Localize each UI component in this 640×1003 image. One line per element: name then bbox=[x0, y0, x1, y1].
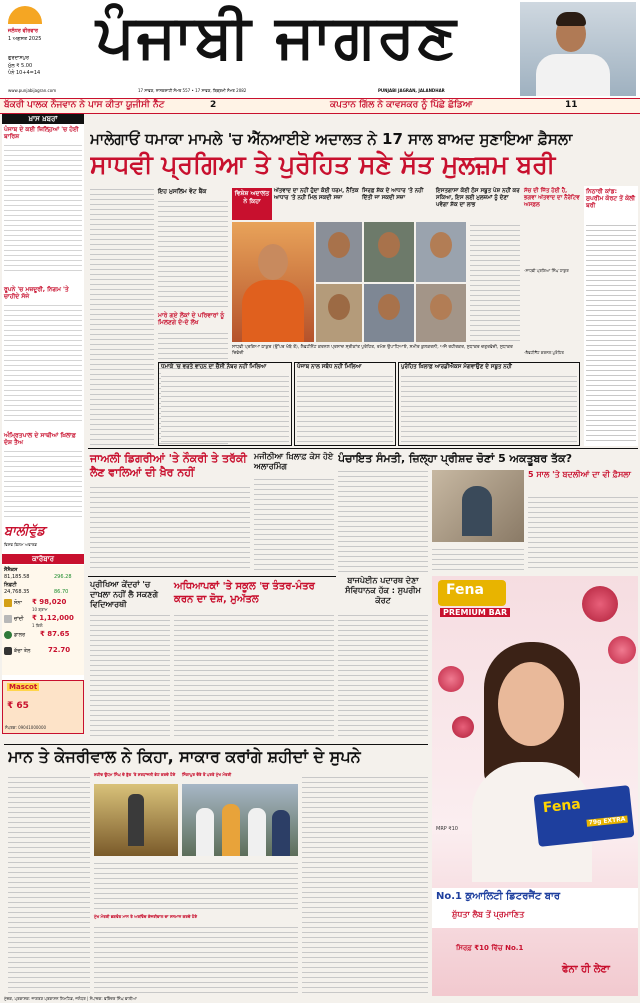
rose-4 bbox=[452, 716, 474, 738]
masthead-pages: ਪੰਨੇ 10+4=14 bbox=[8, 70, 41, 76]
market-heading: ਕਾਰੋਬਾਰ bbox=[2, 554, 84, 564]
player-hair bbox=[556, 12, 586, 26]
elections-photo-figure bbox=[462, 486, 492, 536]
gold-unit: 10 ਗ੍ਰਾਮ bbox=[32, 607, 48, 612]
bottom-photo-2 bbox=[182, 784, 298, 856]
gold-label: ਸੋਨਾ bbox=[14, 600, 22, 606]
accused-photo-6 bbox=[364, 284, 414, 342]
dollar-label: ਡਾਲਰ bbox=[14, 632, 26, 638]
fena-pack-brand: Fena bbox=[542, 796, 582, 817]
fena-tagline: No.1 ਕੁਆਲਿਟੀ ਡਿਟਰਜੈਂਟ ਬਾਰ bbox=[436, 891, 561, 902]
sidebar-story-2-body bbox=[4, 302, 82, 422]
fena-brand: Fena bbox=[446, 582, 484, 598]
right-col bbox=[584, 186, 638, 446]
accused6-head bbox=[378, 294, 400, 320]
bottom-col4-body bbox=[302, 774, 428, 994]
fena-bar-label: PREMIUM BAR bbox=[440, 608, 510, 617]
sidebar-story-2-title[interactable]: ਰੂਪਨੇ 'ਚ ਮਜ਼ਦੂਰੀ, ਨਿਗਮ 'ਤੇ ਚਾਹੀਦੇ ਸੱਜੇ bbox=[4, 286, 69, 300]
market-panel bbox=[2, 565, 84, 675]
nifty-label: ਨਿਫ਼ਟੀ bbox=[4, 582, 17, 588]
masthead-city: ਜਲੰਧਰ ਵੀਰਵਾਰ bbox=[8, 28, 39, 34]
boxed-3-title: ਪੁਰੋਹਿਤ ਖ਼ਿਲਾਫ਼ ਆਰਡੀਐਕਸ ਮੰਗਵਾਉਣ ਦੇ ਸਬੂਤ ਨਹੀਂ bbox=[401, 364, 512, 370]
story-exam-title[interactable]: ਪ੍ਰੀਖਿਆ ਕੇਂਦਰਾਂ 'ਚ ਦਾਖ਼ਲਾ ਨਹੀਂ ਲੈ ਸਕਣਗੇ ਵਿਦਿਆਰਥੀ bbox=[90, 580, 159, 609]
lead-headline[interactable]: ਸਾਧਵੀ ਪ੍ਰਗਿਆ ਤੇ ਪੁਰੋਹਿਤ ਸਣੇ ਸੱਤ ਮੁਲਜ਼ਮ ਬਰੀ bbox=[90, 150, 556, 179]
court-quote-2: ਸਿਰਫ਼ ਸ਼ੱਕ ਦੇ ਆਧਾਰ 'ਤੇ ਨਹੀਂ ਦਿੱਤੀ ਜਾ ਸਕਦੀ ਸਜ਼ਾ bbox=[362, 188, 424, 201]
statue-icon bbox=[128, 794, 144, 846]
boxed-1-title: ਧਮਾਕੇ 'ਚ ਵਰਤੇ ਵਾਹਨ ਦਾ ਚੈਸੀ ਨੰਬਰ ਨਹੀਂ ਮਿਲਿਆ bbox=[161, 364, 267, 370]
story-elections-body-1 bbox=[338, 468, 428, 572]
fena-small: ਸਿਰਫ਼ ₹10 ਵਿੱਚ No.1 bbox=[456, 944, 524, 952]
pragya-robe bbox=[242, 280, 304, 342]
boxed-3[interactable] bbox=[398, 362, 580, 446]
sensex-label: ਸੈਂਸੈਕਸ bbox=[4, 567, 18, 573]
mascot-ad-price: ₹ 65 bbox=[7, 701, 29, 711]
story-fake-degrees-title[interactable]: ਜਾਅਲੀ ਡਿਗਰੀਆਂ 'ਤੇ ਨੌਕਰੀ ਤੇ ਤਰੱਕੀ ਲੈਣ ਵਾਲਿਆਂ ਦੀ ਖ਼ੈਰ ਨਹੀਂ bbox=[90, 452, 247, 479]
bottom-col1-body bbox=[8, 774, 90, 994]
pragya-quote-by: -ਸਾਧਵੀ ਪ੍ਰਗਿਆ ਸਿੰਘ ਠਾਕੁਰ bbox=[524, 268, 569, 273]
bottom-headline[interactable]: ਮਾਨ ਤੇ ਕੇਜਰੀਵਾਲ ਨੇ ਕਿਹਾ, ਸਾਕਾਰ ਕਰਾਂਗੇ ਸ਼ਹੀਦਾਂ ਦੇ ਸੁਪਨੇ bbox=[8, 747, 361, 766]
purohit-quote-by: -ਲੈਫਟੀਨੈਂਟ ਕਰਨਲ ਪੁਰੋਹਿਤ bbox=[524, 350, 564, 355]
story-supreme-title[interactable]: ਬਾਜਪੇਈਨ ਪਦਾਰਥ ਦੇਣਾ ਸੰਵਿਧਾਨਕ ਹੱਕ : ਸੁਪਰੀਮ ਕੋਰਟ bbox=[345, 576, 421, 605]
fena-logo bbox=[438, 580, 506, 606]
story-supreme-body bbox=[338, 612, 428, 740]
teaser-1-page: 2 bbox=[210, 100, 217, 110]
masthead-date: 1 ਅਗਸਤ 2025 bbox=[8, 36, 42, 42]
boxed-3-body bbox=[401, 373, 577, 443]
divider-2 bbox=[88, 576, 336, 577]
sensex-change: 296.28 bbox=[54, 574, 72, 580]
accused3-head bbox=[378, 232, 400, 258]
mascot-ad-phone: ਸੰਪਰਕ: 09041000000 bbox=[5, 725, 47, 730]
court-box bbox=[232, 188, 272, 220]
silver-unit: 1 ਕਿਲੋ bbox=[32, 623, 43, 628]
silver-label: ਚਾਂਦੀ bbox=[14, 616, 24, 622]
story-elections-body-2 bbox=[432, 546, 524, 572]
accused-photo-4 bbox=[416, 222, 466, 282]
dollar-value: ₹ 87.65 bbox=[40, 630, 70, 638]
mascot-ad-brand: Mascot bbox=[9, 683, 38, 691]
lead-col2-body bbox=[158, 198, 228, 308]
gold-icon bbox=[4, 599, 12, 607]
fena-pack-weight: 79g EXTRA bbox=[588, 815, 626, 827]
dollar-icon bbox=[4, 631, 12, 639]
fena-tagline-band bbox=[432, 888, 638, 928]
lead-sub2: ਮਾਰੇ ਗਏ ਲੋਕਾਂ ਦੇ ਪਰਿਵਾਰਾਂ ਨੂੰ ਮਿਲਣਗੇ ਦੋ-ਦੋ ਲੱਖ bbox=[158, 312, 225, 326]
lead-col1-body bbox=[90, 186, 154, 446]
lead-kicker: ਮਾਲੇਗਾਓਂ ਧਮਾਕਾ ਮਾਮਲੇ 'ਚ ਐੱਨਆਈਏ ਅਦਾਲਤ ਨੇ 17 ਸਾਲ ਬਾਅਦ ਸੁਣਾਇਆ ਫ਼ੈਸਲਾ bbox=[90, 130, 573, 148]
masthead-price: ਮੁੱਲ ₹ 5.00 bbox=[8, 63, 33, 69]
teaser-2-page: 11 bbox=[565, 100, 578, 110]
masthead-website[interactable]: www.punjabijagran.com bbox=[8, 88, 57, 93]
mascot-ad[interactable] bbox=[2, 680, 84, 734]
elections-photo bbox=[432, 470, 524, 542]
bottom-col2-body bbox=[94, 860, 298, 910]
story-exam-body bbox=[90, 612, 170, 740]
pragya-photo bbox=[232, 222, 314, 342]
accused-photo-5 bbox=[316, 284, 362, 342]
boxed-2[interactable] bbox=[294, 362, 396, 446]
accused7-head bbox=[430, 294, 452, 320]
bottom-caption: ਮੁੱਖ ਮੰਤਰੀ ਭਗਵੰਤ ਮਾਨ ਤੇ ਅਰਵਿੰਦ ਕੇਜਰੀਵਾਲ ਦਾ ਸਨਮਾਨ ਕਰਦੇ ਹੋਏ bbox=[94, 914, 198, 919]
boxed-1-body bbox=[161, 373, 289, 443]
right-col-body bbox=[586, 222, 636, 442]
teaser-1[interactable]: ਬੱਕਰੀ ਪਾਲਕ ਨੌਜਵਾਨ ਨੇ ਪਾਸ ਕੀਤਾ ਯੂਜੀਸੀ ਨੈੱਟ bbox=[4, 100, 165, 110]
fena-slogan: ਫੇਨਾ ਹੀ ਲੇਣਾ bbox=[562, 964, 610, 975]
masthead-title: ਪੰਜਾਬੀ ਜਾਗਰਣ bbox=[96, 2, 458, 72]
accused-caption: ਸਾਧਵੀ ਪ੍ਰਗਿਆ ਠਾਕੁਰ (ਉੱਪਰ ਖੱਬੇ ਤੋਂ), ਲੈਫਟੀਨੈਂਟ ਕਰਨਲ ਪ੍ਰਸਾਦ ਸ੍ਰੀਕਾਂਤ ਪੁਰੋਹਿਤ, ਰਮੇਸ਼ ਉਪਾਧਿਆਏ, ਸਮੀਰ ਕੁਲਕਰਨੀ, ਅਜੈ ਰਹੀਰਕਰ, ਸੁਧਾਕਰ ਚਤੁਰਵੇਦੀ, ਸੁਧਾਕਰ ਦਿਵੇਦੀ bbox=[232, 345, 513, 356]
masthead-date-line: 17 ਸਾਵਣ, ਨਾਨਕਸ਼ਾਹੀ ਸੰਮਤ 557 • 17 ਸਾਵਣ, ਬਿਕ੍ਰਮੀ ਸੰਮਤ 2082 bbox=[138, 88, 247, 93]
gold-value: ₹ 98,020 bbox=[32, 598, 67, 606]
sensex-value: 81,185.58 bbox=[4, 574, 30, 580]
court-quote-1: ਅੱਤਵਾਦ ਦਾ ਨਹੀਂ ਹੁੰਦਾ ਕੋਈ ਧਰਮ, ਨੈਤਿਕ ਆਧਾਰ 'ਤੇ ਨਹੀਂ ਮਿਲ ਸਕਦੀ ਸਜ਼ਾ bbox=[274, 188, 359, 201]
story-teachers-title[interactable]: ਅਧਿਆਪਕਾਂ 'ਤੇ ਸਕੂਲ 'ਚ ਤੰਤਰ-ਮੰਤਰ ਕਰਨ ਦਾ ਦੋਸ਼, ਮੁਅੱਤਲ bbox=[174, 581, 315, 605]
group-person-2 bbox=[222, 804, 240, 856]
crude-label: ਕੱਚਾ ਤੇਲ bbox=[14, 648, 31, 654]
rose-1 bbox=[582, 586, 618, 622]
logo-sun-icon bbox=[8, 6, 42, 24]
story-transfers-title[interactable]: 5 ਸਾਲ 'ਤੇ ਬਦਲੀਆਂ ਦਾ ਵੀ ਫ਼ੈਸਲਾ bbox=[528, 470, 631, 479]
bollywood-label[interactable]: ਬਾਲੀਵੁੱਡ bbox=[4, 524, 46, 539]
group-person-3 bbox=[248, 808, 266, 856]
boxed-2-body bbox=[297, 373, 393, 443]
bottom-photo1-caption: ਸ਼ਹੀਦ ਊਧਮ ਸਿੰਘ ਦੇ ਬੁੱਤ 'ਤੇ ਸ਼ਰਧਾਂਜਲੀ ਭੇਟ ਕਰਦੇ ਹੋਏ bbox=[94, 772, 176, 777]
fena-tagline-2: ਸ਼ੁੱਧਤਾ ਲੈਬ ਤੋਂ ਪ੍ਰਮਾਣਿਤ bbox=[452, 910, 525, 919]
crude-icon bbox=[4, 647, 12, 655]
story-elections-title[interactable]: ਪੰਚਾਇਤ ਸੰਮਤੀ, ਜ਼ਿਲ੍ਹਾ ਪ੍ਰੀਸ਼ਦ ਚੋਣਾਂ 5 ਅਕਤੂਬਰ ਤੱਕ? bbox=[338, 452, 572, 465]
ad-model-face bbox=[498, 662, 564, 746]
fena-ad[interactable] bbox=[432, 576, 638, 996]
masthead bbox=[0, 0, 640, 98]
accused5-head bbox=[328, 294, 350, 320]
sidebar-story-3-body bbox=[4, 448, 82, 518]
sidebar-story-1-body bbox=[4, 142, 82, 272]
court-quote-3: ਇਸਤਗਾਸਾ ਕੋਈ ਠੋਸ ਸਬੂਤ ਪੇਸ਼ ਨਹੀਂ ਕਰ ਸਕਿਆ, ਇਸ ਲਈ ਮੁਲਜ਼ਮਾਂ ਨੂੰ ਦੇਣਾ ਪਵੇਗਾ ਸ਼ੱਕ ਦਾ ਲਾਭ bbox=[436, 188, 520, 208]
rose-3 bbox=[438, 666, 464, 692]
story-majithia-title[interactable]: ਮਜੀਠੀਆ ਖ਼ਿਲਾਫ਼ ਕੇਸ ਹੋਏ ਅਲਾਰਮਿੰਗ bbox=[254, 452, 334, 471]
boxed-2-title: ਪੰਜਾਬ ਨਾਲ ਸਬੰਧ ਨਹੀਂ ਮਿਲਿਆ bbox=[297, 364, 362, 370]
group-person-4 bbox=[272, 810, 290, 856]
sidebar-story-1-title[interactable]: ਪੰਜਾਬ ਦੇ ਕਈ ਜ਼ਿਲ੍ਹਿਆਂ 'ਚ ਹੋਈ ਬਾਰਿਸ਼ bbox=[4, 126, 79, 140]
group-person-1 bbox=[196, 808, 214, 856]
pragya-head bbox=[258, 244, 288, 280]
crude-value: 72.70 bbox=[48, 646, 71, 654]
story-transfers-body bbox=[528, 494, 638, 572]
lead-sub1: ਇਹ ਮੁਸਲਿਮ ਵੋਟ ਬੈਂਕ bbox=[158, 188, 207, 195]
pragya-quote: ਸੱਚ ਦੀ ਜਿੱਤ ਹੋਈ ਹੈ, ਭਗਵਾ ਅੱਤਵਾਦ ਦਾ ਨੈਰੇਟਿਵ ਅਸਫ਼ਲ bbox=[524, 188, 580, 208]
accused-photo-3 bbox=[364, 222, 414, 282]
bottom-photo-1 bbox=[94, 784, 178, 856]
masthead-edition: ਗੁਰਦਾਸਪੁਰ bbox=[8, 55, 29, 61]
lead-col-mid-body bbox=[470, 222, 520, 342]
sidebar-heading: ਖ਼ਾਸ ਖ਼ਬਰਾਂ bbox=[2, 114, 84, 124]
story-fake-degrees-body bbox=[90, 484, 250, 572]
bottom-col3-body bbox=[94, 924, 298, 994]
bollywood-sub: ਵਿਸ਼ਵ ਫ਼ਿਲਮ ਅਵਾਰਡ bbox=[4, 542, 37, 547]
divider-bottom bbox=[4, 744, 428, 745]
silver-value: ₹ 1,12,000 bbox=[32, 614, 74, 622]
masthead-publisher: PUNJABI JAGRAN, JALANDHAR bbox=[378, 88, 445, 93]
teaser-strip bbox=[0, 98, 640, 114]
rose-2 bbox=[608, 636, 636, 664]
divider-mid bbox=[88, 448, 638, 449]
left-sidebar bbox=[2, 114, 84, 734]
bottom-photo2-caption: ਸਿੰਗਾਪੁਰ ਦੌਰੇ ਤੋਂ ਪਰਤੇ ਮੁੱਖ ਮੰਤਰੀ bbox=[182, 772, 232, 777]
footer: ਮੁੱਦਕ, ਪ੍ਰਕਾਸ਼ਕ: ਜਾਗਰਣ ਪ੍ਰਕਾਸ਼ਨ ਲਿਮਟਿਡ, ਜਲੰਧਰ | ਸੰਪਾਦਕ: ਵਰਿੰਦਰ ਸਿੰਘ ਵਾਲੀਆ bbox=[4, 996, 137, 1001]
accused2-head bbox=[328, 232, 350, 258]
boxed-1[interactable] bbox=[158, 362, 292, 446]
fena-mrp: MRP ₹10 bbox=[436, 826, 458, 832]
silver-icon bbox=[4, 615, 12, 623]
nifty-change: 86.70 bbox=[54, 589, 69, 595]
accused4-head bbox=[430, 232, 452, 258]
teaser-2[interactable]: ਕਪਤਾਨ ਗਿੱਲ ਨੇ ਕਾਵਸਕਰ ਨੂੰ ਪਿੱਛੇ ਛੱਡਿਆ bbox=[330, 100, 473, 110]
fena-pack bbox=[534, 785, 635, 847]
court-box-label: ਵਿਸ਼ੇਸ਼ ਅਦਾਲਤ ਨੇ ਕਿਹਾ bbox=[234, 190, 270, 205]
nifty-value: 24,768.35 bbox=[4, 589, 30, 595]
story-majithia-body bbox=[254, 476, 334, 572]
right-col-title[interactable]: ਨਿਠਾਰੀ ਕਾਂਡ: ਸੁਪਰੀਮ ਕੋਰਟ ਤੋਂ ਕੋਲੀ ਬਰੀ bbox=[586, 188, 636, 209]
player-shirt bbox=[536, 54, 610, 96]
sidebar-story-3-title[interactable]: ਅੰਮ੍ਰਿਤਪਾਲ ਦੇ ਸਾਥੀਆਂ ਖ਼ਿਲਾਫ਼ ਦੋਸ਼ ਤੈਅ bbox=[4, 432, 76, 446]
cricketer-photo bbox=[520, 2, 636, 96]
story-teachers-body bbox=[174, 612, 334, 740]
accused-photo-7 bbox=[416, 284, 466, 342]
accused-photo-2 bbox=[316, 222, 362, 282]
